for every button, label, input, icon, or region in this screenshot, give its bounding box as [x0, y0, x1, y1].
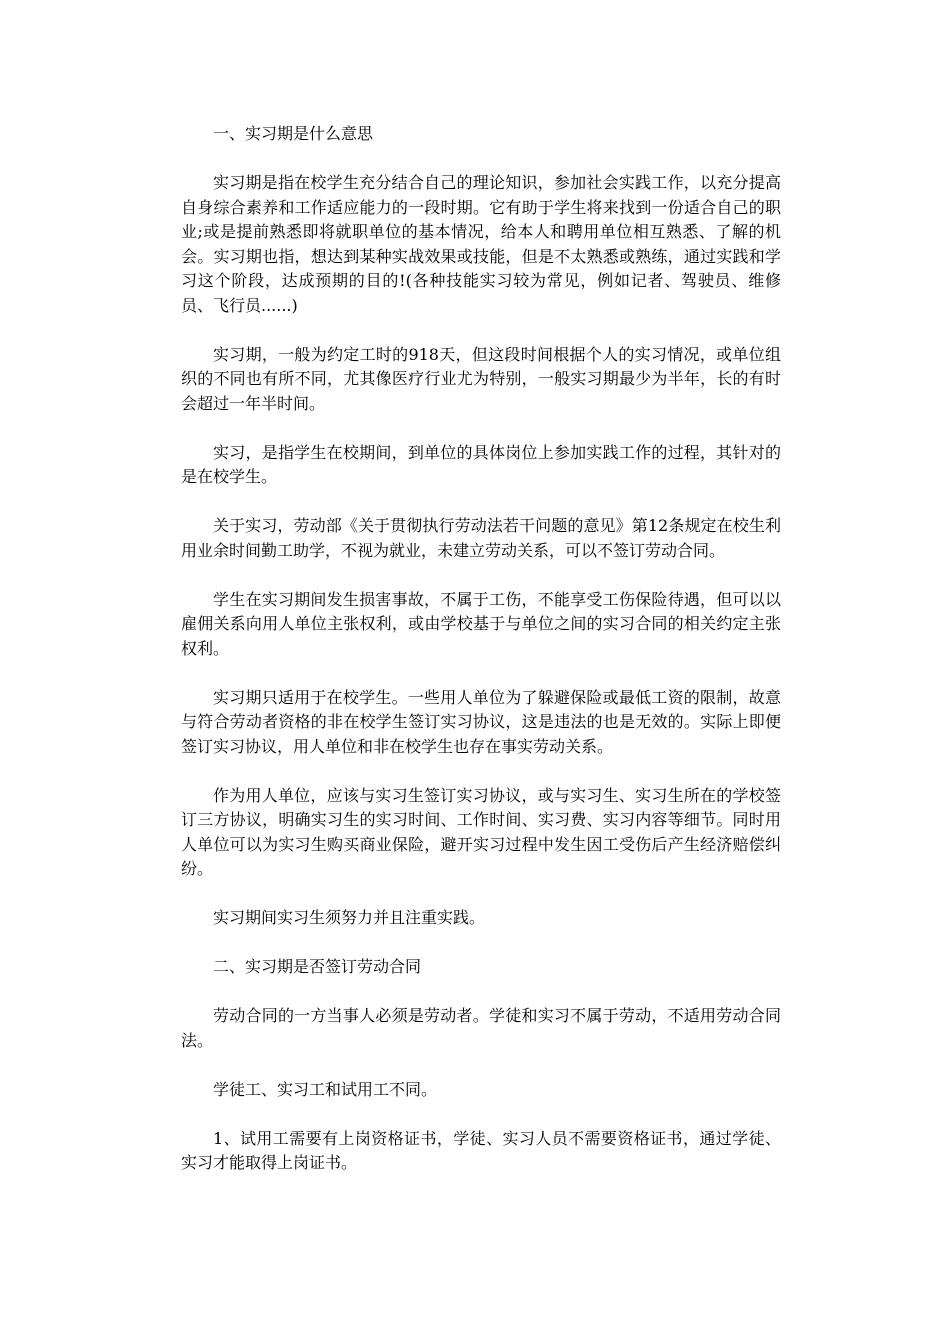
- paragraph-gap: [181, 1053, 781, 1078]
- paragraph-labor-contract: 劳动合同的一方当事人必须是劳动者。学徒和实习不属于劳动，不适用劳动合同法。: [181, 1006, 781, 1050]
- section-heading-2: 二、实习期是否签订劳动合同: [213, 957, 422, 976]
- document-body: [181, 122, 781, 1176]
- paragraph-gap: [181, 147, 781, 172]
- paragraph-worker-types: 学徒工、实习工和试用工不同。: [213, 1079, 438, 1099]
- paragraph-gap: [181, 563, 781, 588]
- paragraph-definition: 实习期是指在校学生充分结合自己的理论知识，参加社会实践工作，以充分提高自身综合素养和工作适应能力的一段时期。它有助于学生将来找到一份适合自己的职业;或是提前熟悉即将就职单位的基本情况，给本人和聘用单位相互熟悉、了解的机会。实习期也指，想达到某种实战效果或技能，但是不太熟悉或熟练，通过实践和学习这个阶段，达成预期的目的!(各种技能实习较为常见，例如记者、驾驶员、维修员、飞行员......): [181, 173, 781, 315]
- paragraph-gap: [181, 1102, 781, 1127]
- paragraph-regulation: 关于实习，劳动部《关于贯彻执行劳动法若干问题的意见》第12条规定在校生利用业余时间勤工助学，不视为就业，未建立劳动关系，可以不签订劳动合同。: [181, 516, 781, 560]
- paragraph-gap: [181, 318, 781, 343]
- section-heading-1: 一、实习期是什么意思: [213, 124, 374, 143]
- paragraph-employer: 作为用人单位，应该与实习生签订实习协议，或与实习生、实习生所在的学校签订三方协议，明确实习生的实习时间、工作时间、实习费、实习内容等细节。同时用人单位可以为实习生购买商业保险，避开实习过程中发生因工受伤后产生经济赔偿纠纷。: [181, 785, 781, 878]
- paragraph-point-1: 1、试用工需要有上岗资格证书，学徒、实习人员不需要资格证书，通过学徒、实习才能取得上岗证书。: [181, 1128, 781, 1172]
- paragraph-applicability: 实习期只适用于在校学生。一些用人单位为了躲避保险或最低工资的限制，故意与符合劳动者资格的非在校学生签订实习协议，这是违法的也是无效的。实际上即便签订实习协议，用人单位和非在校学生也存在事实劳动关系。: [181, 687, 781, 756]
- paragraph-duration: 实习期，一般为约定工时的918天，但这段时间根据个人的实习情况，或单位组织的不同也有所不同，尤其像医疗行业尤为特别，一般实习期最少为半年，长的有时会超过一年半时间。: [181, 344, 781, 413]
- paragraph-internship: 实习，是指学生在校期间，到单位的具体岗位上参加实践工作的过程，其针对的是在校学生。: [181, 442, 781, 486]
- paragraph-gap: [181, 661, 781, 686]
- paragraph-gap: [181, 980, 781, 1005]
- paragraph-gap: [181, 490, 781, 515]
- paragraph-gap: [181, 882, 781, 907]
- paragraph-gap: [181, 759, 781, 784]
- paragraph-injury: 学生在实习期间发生损害事故，不属于工伤，不能享受工伤保险待遇，但可以以雇佣关系向用人单位主张权利，或由学校基于与单位之间的实习合同的相关约定主张权利。: [181, 589, 781, 658]
- paragraph-gap: [181, 416, 781, 441]
- paragraph-gap: [181, 931, 781, 956]
- paragraph-practice: 实习期间实习生须努力并且注重实践。: [213, 908, 486, 927]
